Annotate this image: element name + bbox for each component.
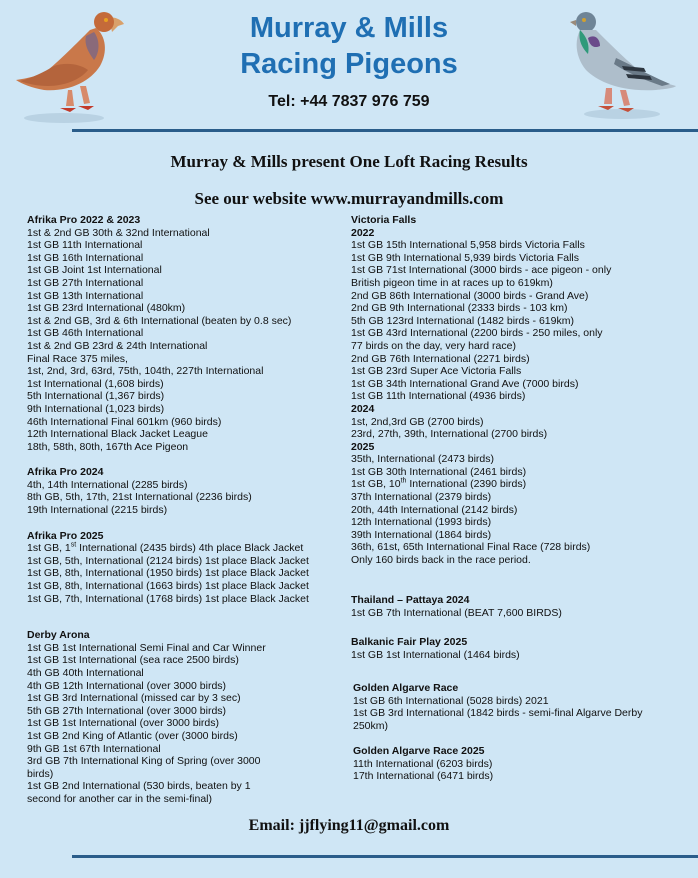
section-title: Golden Algarve Race 2025 (353, 745, 485, 757)
result-line: 1st, 2nd, 3rd, 63rd, 75th, 104th, 227th International (27, 365, 264, 378)
title-line-1: Murray & Mills (249, 12, 449, 44)
result-line: 1st GB 7th International (BEAT 7,600 BIRDS) (351, 606, 562, 619)
left-pigeon-icon (14, 6, 126, 124)
result-line: 1st GB 15th International 5,958 birds Victoria Falls (351, 239, 585, 252)
result-line: 1st GB 30th International (2461 birds) (351, 465, 527, 478)
result-line: 1st GB 11th International (27, 239, 143, 252)
header-divider (72, 129, 698, 132)
balkanic-section (351, 636, 651, 661)
result-line: 11th International (6203 birds) (353, 757, 493, 770)
afrika-2024-section (27, 466, 319, 516)
result-line: 1st GB 9th International 5,939 birds Victoria Falls (351, 251, 580, 264)
result-line: 1st GB 3rd International (missed car by 3 sec) (27, 692, 241, 705)
result-line: 1st GB 11th International (4936 birds) (351, 390, 526, 403)
result-line: 1st GB, 7th, International (1768 birds) 1st place Black Jacket (27, 592, 309, 605)
result-line: 37th International (2379 birds) (351, 491, 492, 504)
right-results-column (351, 214, 651, 567)
result-line: 2nd GB 76th International (2271 birds) (351, 352, 530, 365)
result-line: 18th, 58th, 80th, 167th Ace Pigeon (27, 440, 189, 453)
phone-number: Tel: +44 7837 976 759 (268, 93, 430, 110)
result-line: 1st International (1,608 birds) (27, 377, 164, 390)
result-line: 1st GB 1st International (over 3000 birds) (27, 717, 220, 730)
result-line: 1st GB 71st International (3000 birds - ace pigeon - only British pigeon time in at races up to 619km) (351, 264, 612, 289)
result-line: 1st GB 2nd King of Atlantic (over (3000 birds) (27, 729, 238, 742)
result-line: 1st GB 27th International (27, 276, 144, 289)
footer-divider (72, 855, 698, 858)
section-title: Afrika Pro 2025 (27, 529, 104, 542)
result-line: 1st & 2nd GB 23rd & 24th International (27, 339, 208, 352)
thailand-section (351, 594, 651, 619)
result-line: 1st & 2nd GB, 3rd & 6th International (beaten by 0.8 sec) (27, 314, 292, 327)
section-title: Balkanic Fair Play 2025 (351, 636, 468, 648)
title-line-2: Racing Pigeons (240, 48, 458, 80)
result-line: 2nd GB 9th International (2333 birds - 103 km) (351, 302, 568, 315)
result-line: 4th, 14th International (2285 birds) (27, 478, 188, 491)
year-label: 2025 (351, 440, 375, 453)
result-line: 1st GB, 10th International (2390 birds) (351, 477, 527, 491)
afrika-2022-section (27, 214, 319, 453)
result-line: 1st GB 1st International Semi Final and Car Winner (27, 641, 266, 654)
result-line: 39th International (1864 birds) (351, 528, 492, 541)
right-pigeon-icon (566, 8, 678, 120)
result-line: 4th GB 40th International (27, 667, 144, 679)
result-line: 9th GB 1st 67th International (27, 742, 161, 755)
result-line: 1st & 2nd GB 30th & 32nd International (27, 226, 210, 239)
left-results-column (27, 214, 319, 806)
result-line: 12th International Black Jacket League (27, 428, 208, 441)
result-line: 20th, 44th International (2142 birds) (351, 503, 518, 516)
result-line: 1st GB, 8th, International (1950 birds) 1st place Black Jacket (27, 567, 309, 580)
result-line: 12th International (1993 birds) (351, 516, 492, 529)
section-title: Victoria Falls (351, 214, 417, 226)
result-line: 17th International (6471 birds) (353, 770, 494, 783)
result-line: 1st GB Joint 1st International (27, 264, 162, 277)
section-title: Thailand – Pattaya 2024 (351, 594, 470, 606)
section-title: Afrika Pro 2024 (27, 466, 104, 479)
result-line: 1st GB 34th International Grand Ave (7000 birds) (351, 377, 579, 390)
result-line: 1st, 2nd,3rd GB (2700 birds) (351, 415, 484, 428)
afrika-2025-section (27, 530, 319, 606)
result-line: 1st GB, 5th, International (2124 birds) 1st place Black Jacket (27, 554, 309, 567)
website-heading: See our website www.murrayandmills.com (194, 189, 504, 208)
result-line: 1st GB, 1st International (2435 birds) 4th place Black Jacket (27, 541, 304, 555)
golden-algarve-2025-section (353, 745, 653, 783)
result-line: 5th International (1,367 birds) (27, 390, 165, 403)
result-line: 1st GB 3rd International (1842 birds - semi-final Algarve Derby 250km) (353, 707, 643, 732)
contact-email: Email: jjflying11@gmail.com (248, 817, 450, 834)
victoria-falls-section (351, 214, 651, 567)
result-line: 1st GB 46th International (27, 327, 144, 340)
result-line: 1st GB 23rd Super Ace Victoria Falls (351, 365, 522, 378)
year-label: 2022 (351, 226, 375, 239)
result-line: 1st GB 23rd International (480km) (27, 302, 186, 315)
result-line: 5th GB 27th International (over 3000 birds) (27, 704, 227, 717)
result-line: 1st GB 1st International (sea race 2500 birds) (27, 654, 239, 667)
result-line: 1st GB 6th International (5028 birds) 2021 (353, 694, 549, 707)
section-title: Derby Arona (27, 629, 90, 642)
result-line: 1st GB 13th International (27, 289, 144, 302)
result-line: 4th GB 12th International (over 3000 birds) (27, 679, 227, 692)
result-line: 19th International (2215 birds) (27, 504, 168, 517)
year-label: 2024 (351, 402, 375, 415)
result-line: 8th GB, 5th, 17th, 21st International (2236 birds) (27, 491, 252, 504)
result-line: Only 160 birds back in the race period. (351, 554, 531, 567)
result-line: 23rd, 27th, 39th, International (2700 birds) (351, 428, 548, 441)
result-line: 1st GB 16th International (27, 251, 144, 264)
section-title: Golden Algarve Race (353, 682, 459, 694)
result-line: 1st GB, 8th, International (1663 birds) 1st place Black Jacket (27, 580, 309, 593)
result-line: 46th International Final 601km (960 birds) (27, 415, 222, 428)
result-line: 35th, International (2473 birds) (351, 453, 495, 466)
result-line: 9th International (1,023 birds) (27, 402, 165, 415)
derby-arona-section (27, 629, 285, 805)
intro-heading: Murray & Mills present One Loft Racing Results (170, 152, 528, 171)
golden-algarve-section (353, 682, 663, 732)
result-line: 3rd GB 7th International King of Spring (over 3000 birds) (27, 755, 261, 780)
result-line: 36th, 61st, 65th International Final Race (728 birds) (351, 541, 591, 554)
section-title: Afrika Pro 2022 & 2023 (27, 214, 141, 226)
result-line: Final Race 375 miles, (27, 352, 128, 365)
result-line: 5th GB 123rd International (1482 birds - 619km) (351, 314, 574, 327)
result-line: 2nd GB 86th International (3000 birds - Grand Ave) (351, 289, 589, 302)
result-line: 1st GB 43rd International (2200 birds - 250 miles, only 77 birds on the day, very hard race) (351, 327, 603, 352)
result-line: 1st GB 1st International (1464 birds) (351, 648, 520, 661)
result-line: 1st GB 2nd International (530 birds, beaten by 1 second for another car in the semi-final) (27, 780, 251, 805)
